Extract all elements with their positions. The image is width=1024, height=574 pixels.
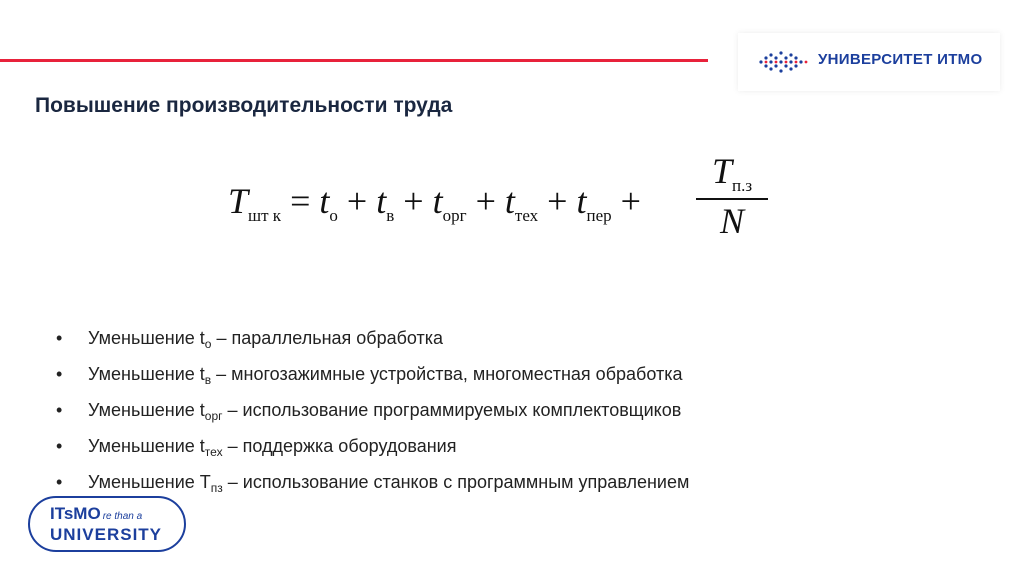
slide-title: Повышение производительности труда [35,94,453,117]
fraction-numerator: $T_{п.з}$ [711,151,753,195]
badge-line-1: ITsMO re than a [50,504,143,523]
bullet-item: • Уменьшение $T_{пз}$ – использование станков с программным управлением [56,467,689,503]
bullet-icon: • [56,436,63,456]
formula-main: $T_{шт к} = t_о + t_в + t_{орг} + t_{тех} + t_{пер}$ + [228,181,641,225]
itmo-dots-icon [758,47,810,77]
bullet-icon: • [56,472,63,492]
university-logo [738,33,1000,91]
productivity-formula [228,150,788,250]
accent-line [0,59,708,62]
bullet-icon: • [56,364,63,384]
badge-line-2: UNIVERSITY [50,525,163,544]
bullet-item: • Уменьшение $t_в$ – многозажимные устройства, многоместная обработка [56,359,689,395]
itmo-more-than-university-logo [28,496,186,552]
bullet-list [56,323,689,503]
bullet-icon: • [56,400,63,420]
bullet-item: • Уменьшение $t_о$ – параллельная обработка [56,323,689,359]
logo-text: УНИВЕРСИТЕТ ИТМО [818,51,983,68]
fraction-denominator: N [719,201,744,241]
bullet-item: • Уменьшение $t_{тех}$ – поддержка оборудования [56,431,689,467]
bullet-icon: • [56,328,63,348]
bullet-item: • Уменьшение $t_{орг}$ – использование программируемых комплектовщиков [56,395,689,431]
formula-fraction [696,150,768,242]
